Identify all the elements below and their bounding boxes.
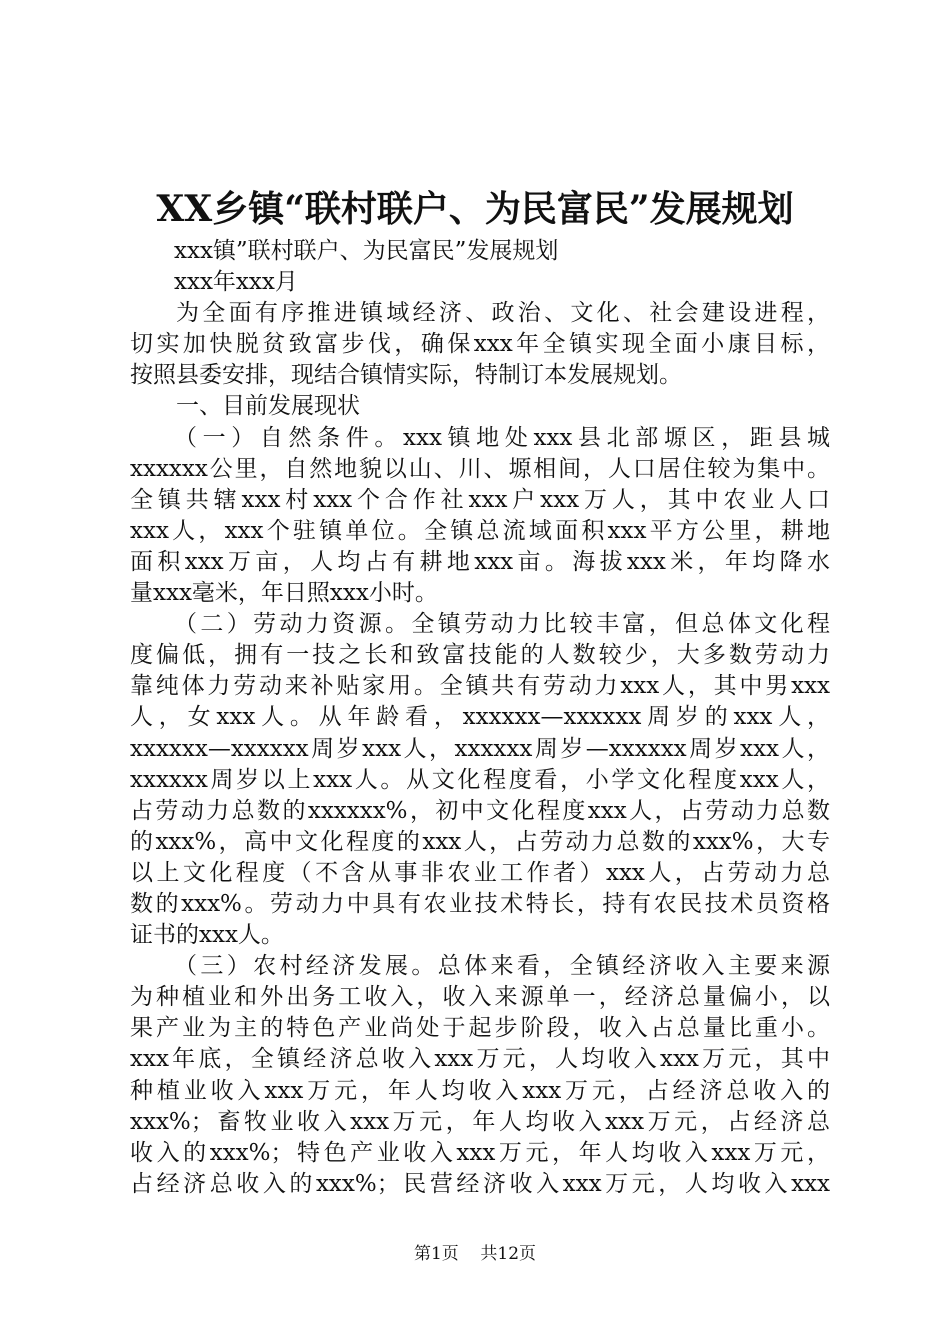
text-line: xxxxxx周岁以上xxx人。从文化程度看，小学文化程度xxx人， <box>130 766 830 793</box>
text-line: 切实加快脱贫致富步伐，确保xxx年全镇实现全面小康目标， <box>130 331 830 358</box>
page-separator <box>464 1244 475 1264</box>
text-line: 种植业收入xxx万元，年人均收入xxx万元，占经济总收入的 <box>130 1077 830 1104</box>
text-line: 证书的xxx人。 <box>130 922 284 949</box>
text-line: 人，女xxx人。从年龄看，xxxxxx—xxxxxx周岁的xxx人， <box>130 704 830 731</box>
text-line: 的xxx%，高中文化程度的xxx人，占劳动力总数的xxx%，大专 <box>130 828 830 855</box>
text-line: 面积xxx万亩，人均占有耕地xxx亩。海拔xxx米，年均降水 <box>130 548 830 575</box>
text-line: （一）自然条件。xxx镇地处xxx县北部塬区，距县城 <box>174 424 830 451</box>
text-line: 为种植业和外出务工收入，收入来源单一，经济总量偏小，以 <box>130 984 830 1011</box>
text-line: 占劳动力总数的xxxxxx%，初中文化程度xxx人，占劳动力总数 <box>130 797 830 824</box>
text-line: xxxxxx公里，自然地貌以山、川、塬相间，人口居住较为集中。 <box>130 455 830 482</box>
document-title: XX乡镇“联村联户、为民富民”发展规划 <box>156 188 794 230</box>
text-line: 收入的xxx%；特色产业收入xxx万元，年人均收入xxx万元， <box>130 1139 830 1166</box>
text-line: （三）农村经济发展。总体来看，全镇经济收入主要来源 <box>174 953 830 980</box>
document-body <box>130 236 830 1200</box>
page-number: 第1页 <box>413 1244 459 1264</box>
text-line: xxx年底，全镇经济总收入xxx万元，人均收入xxx万元，其中 <box>130 1046 830 1073</box>
text-line: xxx年xxx月 <box>174 269 298 296</box>
text-line: 靠纯体力劳动来补贴家用。全镇共有劳动力xxx人，其中男xxx <box>130 673 830 700</box>
text-line: xxx%；畜牧业收入xxx万元，年人均收入xxx万元，占经济总 <box>130 1108 830 1135</box>
text-line: xxx人，xxx个驻镇单位。全镇总流域面积xxx平方公里，耕地 <box>130 517 830 544</box>
text-line: xxx镇”联村联户、为民富民”发展规划 <box>174 238 559 264</box>
page-footer <box>0 1243 950 1265</box>
text-line: 按照县委安排，现结合镇情实际，特制订本发展规划。 <box>130 362 682 389</box>
text-line: 一、目前发展现状 <box>176 393 360 420</box>
page-total: 共12页 <box>480 1244 537 1264</box>
text-line: 占经济总收入的xxx%；民营经济收入xxx万元，人均收入xxx <box>130 1170 830 1197</box>
text-line: 果产业为主的特色产业尚处于起步阶段，收入占总量比重小。 <box>130 1015 830 1042</box>
text-line: xxxxxx—xxxxxx周岁xxx人，xxxxxx周岁—xxxxxx周岁xxx人， <box>130 735 830 762</box>
text-line: 以上文化程度（不含从事非农业工作者）xxx人，占劳动力总 <box>130 859 830 886</box>
text-line: （二）劳动力资源。全镇劳动力比较丰富，但总体文化程 <box>174 611 830 638</box>
text-line: 量xxx毫米，年日照xxx小时。 <box>130 580 438 607</box>
text-line: 度偏低，拥有一技之长和致富技能的人数较少，大多数劳动力 <box>130 642 830 669</box>
text-line: 全镇共辖xxx村xxx个合作社xxx户xxx万人，其中农业人口 <box>130 486 830 513</box>
text-line: 数的xxx%。劳动力中具有农业技术特长，持有农民技术员资格 <box>130 890 830 917</box>
text-line: 为全面有序推进镇域经济、政治、文化、社会建设进程， <box>176 300 830 327</box>
